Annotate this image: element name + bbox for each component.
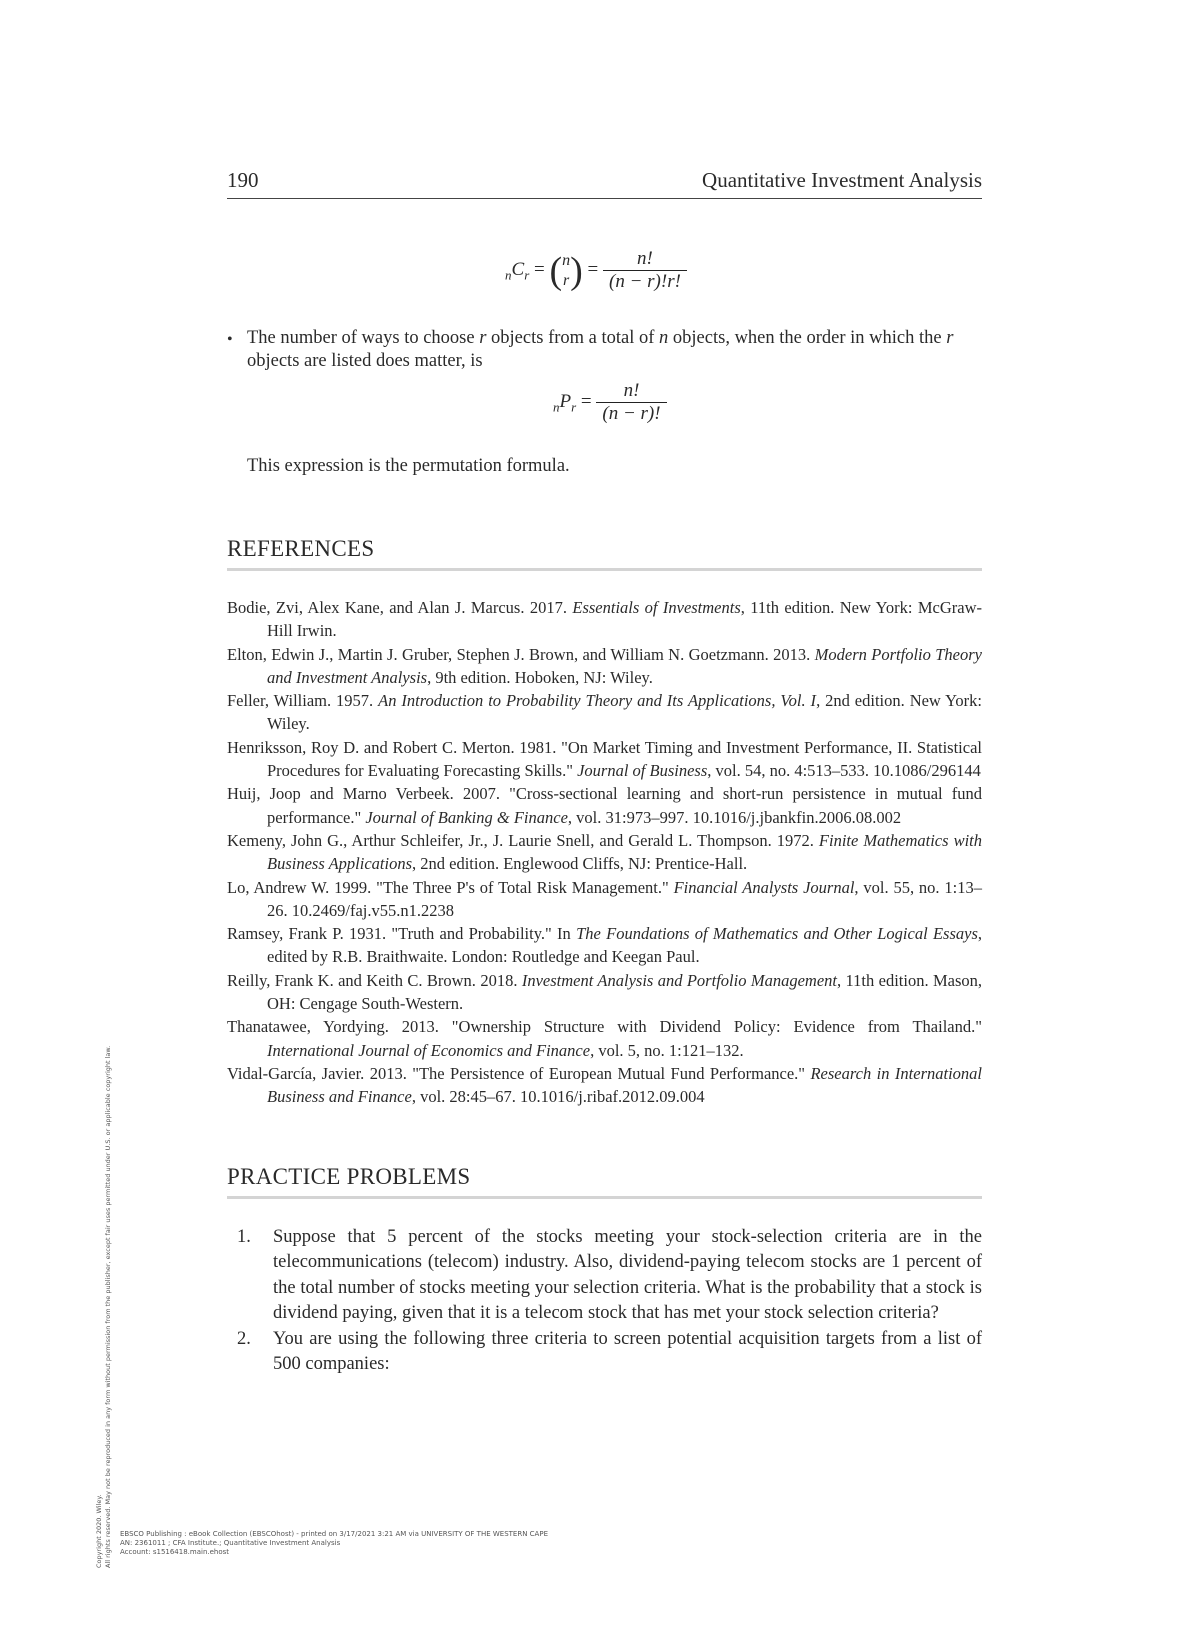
reference-entry: Vidal-García, Javier. 2013. "The Persistence of European Mutual Fund Performance." Research in International Business and Finance, vol. 28:45–67. 10.1016/j.ribaf.2012.09.004 [227,1063,982,1107]
practice-problem [227,1225,982,1327]
reference-entry: Reilly, Frank K. and Keith C. Brown. 2018. Investment Analysis and Portfolio Management, 11th edition. Mason, OH: Cengage South-Western. [227,970,982,1014]
reference-title: International Journal of Economics and Finance [267,1040,591,1060]
combination-n-prefix: n [505,267,512,283]
binomial-left-paren: ( [549,249,563,292]
reference-title: An Introduction to Probability Theory and Its Applications, Vol. I [378,691,817,711]
permutation-formula [553,380,667,425]
reference-title: Journal of Banking & Finance [365,807,568,827]
book-title: Quantitative Investment Analysis [702,168,982,192]
reference-entry: Ramsey, Frank P. 1931. "Truth and Probability." In The Foundations of Mathematics and Other Logical Essays, edited by R.B. Braithwaite. London: Routledge and Keegan Paul. [227,924,982,967]
combination-formula [505,248,687,293]
binomial-top: n [562,251,571,269]
permutation-bullet-text: The number of ways to choose r objects from a total of n objects, when the order in which the r objects are listed does matter, is [247,328,954,371]
permutation-note: This expression is the permutation formula. [247,456,570,476]
reference-entry: Thanatawee, Yordying. 2013. "Ownership Structure with Dividend Policy: Evidence from Thailand." International Journal of Economics and Finance, vol. 5, no. 1:121–132. [227,1017,982,1060]
problem-text: Suppose that 5 percent of the stocks meeting your stock-selection criteria are in the telecommunications (telecom) industry. Also, dividend-paying telecom stocks are 1 percent of the total number of stocks meeting your selection criteria. What is the probability that a stock is dividend paying, given that it is a telecom stock that has met your stock selection criteria? [273,1227,982,1324]
reference-title: Modern Portfolio Theory and Investment Analysis [267,644,982,687]
combination-fraction [603,248,687,293]
binomial-coefficient [562,251,570,291]
combination-lhs: C [511,258,525,280]
references-list [227,596,982,1109]
combination-equals-1: = [534,258,545,280]
problem-number: 2. [237,1328,251,1349]
bullet-marker: • [227,331,233,348]
footer-line-3: Account: s1516418.main.ehost [120,1548,230,1556]
permutation-denominator: (n − r)! [596,402,666,425]
footer-line-2: AN: 2361011 ; CFA Institute.; Quantitative Investment Analysis [120,1539,341,1547]
reference-title: Essentials of Investments [572,598,741,617]
permutation-equals: = [580,390,592,412]
reference-title: The Foundations of Mathematics and Other Logical Essays [576,924,978,944]
combination-denominator: (n − r)!r! [603,270,687,293]
reference-entry: Huij, Joop and Marno Verbeek. 2007. "Cross-sectional learning and short-run persistence in mutual fund performance." Journal of Banking & Finance, vol. 31:973–997. 10.1016/j.jbankfin.2006.08.002 [227,784,982,827]
practice-problems-list [227,1225,982,1377]
footer-metadata [120,1530,548,1557]
reference-entry: Bodie, Zvi, Alex Kane, and Alan J. Marcus. 2017. Essentials of Investments, 11th edition. New York: McGraw-Hill Irwin. [227,598,982,641]
combination-numerator: n! [637,248,653,269]
permutation-r-sub: r [571,399,577,415]
running-head [227,168,982,199]
reference-entry: Kemeny, John G., Arthur Schleifer, Jr., J. Laurie Snell, and Gerald L. Thompson. 1972. Finite Mathematics with Business Applications, 2nd edition. Englewood Cliffs, NJ: Prentice-Hall. [227,830,982,874]
page-number: 190 [227,168,259,192]
practice-problem [227,1327,982,1378]
permutation-fraction [596,380,666,425]
reference-title: Financial Analysts Journal [673,877,855,897]
combination-r-sub: r [524,267,530,283]
permutation-lhs: P [559,390,572,412]
reference-entry: Feller, William. 1957. An Introduction to Probability Theory and Its Applications, Vol. I, 2nd edition. New York: Wiley. [227,691,983,734]
footer-line-1: EBSCO Publishing : eBook Collection (EBSCOhost) - printed on 3/17/2021 3:21 AM via UNIVERSITY OF THE WESTERN CAPE [120,1530,548,1538]
problem-text: You are using the following three criteria to screen potential acquisition targets from a list of 500 companies: [273,1328,982,1375]
permutation-numerator: n! [623,380,640,401]
binomial-bottom: r [563,271,570,289]
problem-number: 1. [237,1227,251,1247]
reference-entry: Henriksson, Roy D. and Robert C. Merton. 1981. "On Market Timing and Investment Performance, II. Statistical Procedures for Evaluating Forecasting Skills." Journal of Business, vol. 54, no. 4:513–533. 10.1086/296144 [227,737,982,781]
reference-title: Journal of Business [577,761,708,781]
reference-title: Finite Mathematics with Business Applications [267,830,982,874]
reference-entry: Lo, Andrew W. 1999. "The Three P's of Total Risk Management." Financial Analysts Journal, vol. 55, no. 1:13–26. 10.2469/faj.v55.n1.2238 [227,877,982,920]
binomial-right-paren: ) [570,249,583,292]
references-heading: REFERENCES [227,536,982,571]
reference-title: Investment Analysis and Portfolio Management [521,970,837,990]
permutation-n-prefix: n [553,399,560,415]
side-copyright-notice: Copyright 2020. Wiley. All rights reserved. May not be reproduced in any form without permission from the publisher, except fair uses permitted under U.S. or applicable copyright law. [95,1045,112,1568]
reference-title: Research in International Business and Finance [267,1063,982,1107]
practice-problems-heading: PRACTICE PROBLEMS [227,1164,982,1199]
reference-entry: Elton, Edwin J., Martin J. Gruber, Stephen J. Brown, and William N. Goetzmann. 2013. Modern Portfolio Theory and Investment Analysis, 9th edition. Hoboken, NJ: Wiley. [227,644,982,687]
combination-equals-2: = [587,258,599,280]
